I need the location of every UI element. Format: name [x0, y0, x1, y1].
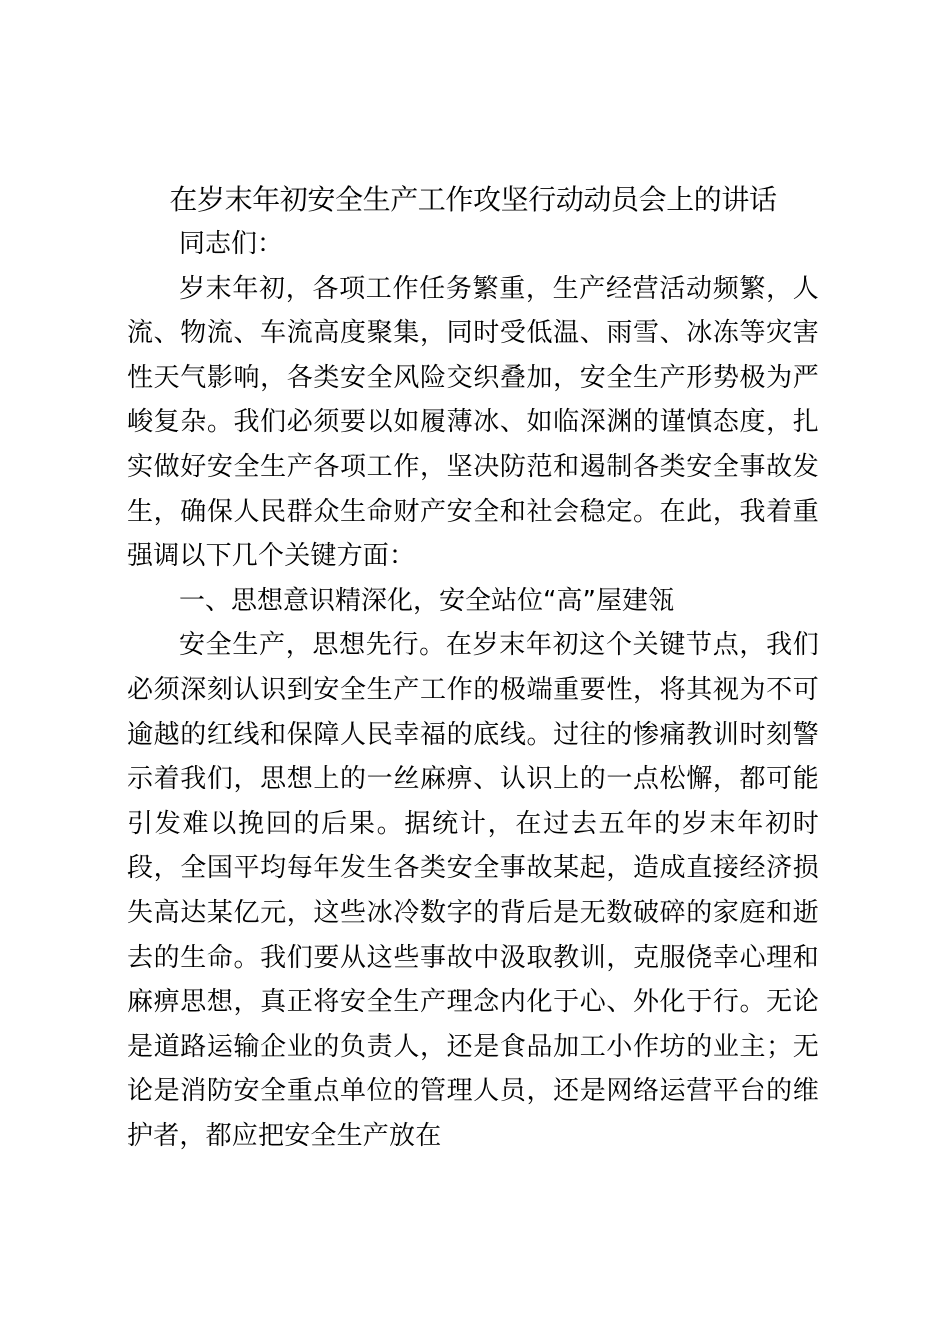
document-body [127, 178, 819, 1158]
paragraph-intro: 岁末年初，各项工作任务繁重，生产经营活动频繁，人流、物流、车流高度聚集，同时受低温、雨雪、冰冻等灾害性天气影响，各类安全风险交织叠加，安全生产形势极为严峻复杂。我们必须要以如履薄冰、如临深渊的谨慎态度，扎实做好安全生产各项工作，坚决防范和遏制各类安全事故发生，确保人民群众生命财产安全和社会稳定。在此，我着重强调以下几个关键方面： [127, 273, 819, 572]
greeting: 同志们： [179, 229, 284, 259]
paragraph-section-1: 安全生产，思想先行。在岁末年初这个关键节点，我们必须深刻认识到安全生产工作的极端重要性，将其视为不可逾越的红线和保障人民幸福的底线。过往的惨痛教训时刻警示着我们，思想上的一丝麻痹、认识上的一点松懈，都可能引发难以挽回的后果。据统计，在过去五年的岁末年初时段，全国平均每年发生各类安全事故某起，造成直接经济损失高达某亿元，这些冰冷数字的背后是无数破碎的家庭和逝去的生命。我们要从这些事故中汲取教训，克服侥幸心理和麻痹思想，真正将安全生产理念内化于心、外化于行。无论是道路运输企业的负责人，还是食品加工小作坊的业主；无论是消防安全重点单位的管理人员，还是网络运营平台的维护者，都应把安全生产放在 [127, 630, 819, 1151]
section-heading-1: 一、思想意识精深化，安全站位“高”屋建瓴 [179, 585, 674, 616]
document-title: 在岁末年初安全生产工作攻坚行动动员会上的讲话 [169, 183, 777, 216]
